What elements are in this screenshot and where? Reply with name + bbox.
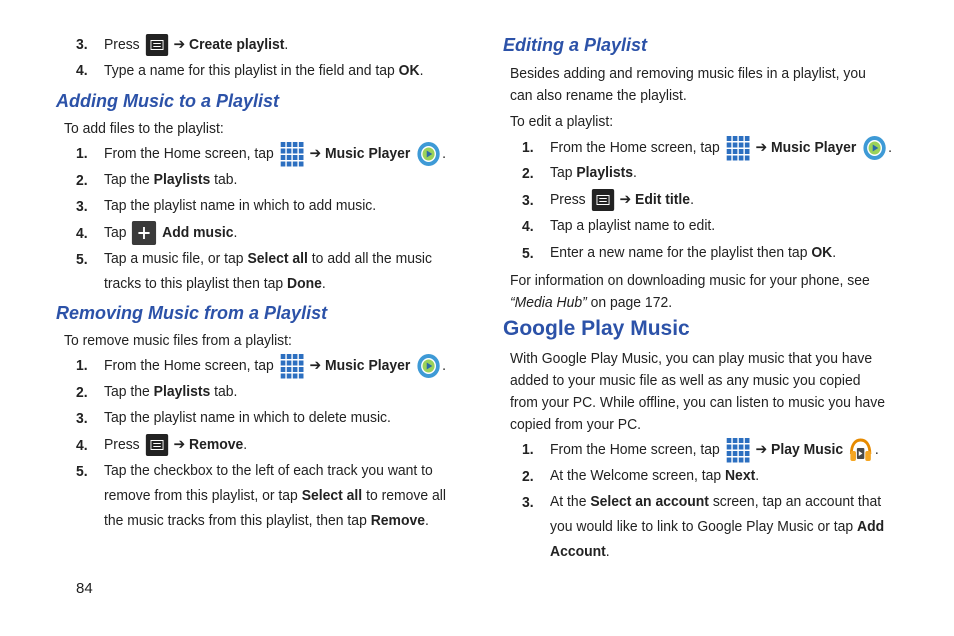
- step-text: Tap Add music.: [104, 221, 237, 245]
- step-number: 5.: [76, 463, 88, 480]
- step-text: Tap a playlist name to edit.: [550, 217, 716, 234]
- apps-grid-icon: [726, 437, 750, 463]
- section-heading-adding: Adding Music to a Playlist: [56, 91, 280, 111]
- step-text: you would like to link to Google Play Music or tap Add: [550, 518, 885, 535]
- step-text: Tap a music file, or tap Select all to add all the music: [104, 250, 432, 267]
- step-text: tracks to this playlist then tap Done.: [104, 275, 326, 292]
- step-text: Tap the checkbox to the left of each track you want to: [104, 462, 433, 479]
- step-text: From the Home screen, tap ➔ Music Player .: [104, 353, 446, 379]
- paragraph-line: With Google Play Music, you can play music that you have: [510, 350, 873, 367]
- menu-icon: [145, 434, 167, 456]
- step-text: remove from this playlist, or tap Select all to remove all: [104, 487, 446, 504]
- step-number: 4.: [522, 218, 534, 235]
- step-text: Tap the Playlists tab.: [104, 383, 238, 400]
- step-text: At the Select an account screen, tap an account that: [550, 493, 882, 510]
- paragraph-line: can also rename the playlist.: [510, 87, 687, 104]
- paragraph-line: For information on downloading music for your phone, see: [510, 272, 870, 289]
- music-player-icon: [416, 141, 440, 167]
- step-number: 2.: [522, 165, 534, 182]
- step-text: Press ➔ Edit title.: [550, 188, 694, 212]
- paragraph-line: from your PC. While offline, you can listen to music you have: [510, 394, 886, 411]
- step-text: Tap Playlists.: [550, 164, 637, 181]
- menu-icon: [145, 34, 167, 56]
- step-number: 3.: [522, 192, 534, 209]
- step-number: 1.: [522, 441, 534, 458]
- step-number: 3.: [76, 410, 88, 427]
- step-number: 5.: [522, 245, 534, 262]
- step-number: 2.: [76, 172, 88, 189]
- music-player-icon: [416, 353, 440, 379]
- step-text: From the Home screen, tap ➔ Music Player .: [104, 141, 446, 167]
- step-number: 1.: [76, 357, 88, 374]
- paragraph-line: added to your music file as well as any music you copied: [510, 372, 861, 389]
- apps-grid-icon: [280, 353, 304, 379]
- step-text: Tap the playlist name in which to add music.: [104, 197, 377, 214]
- step-number: 1.: [522, 139, 534, 156]
- step-text: Press ➔ Create playlist.: [104, 33, 288, 57]
- section-intro: To remove music files from a playlist:: [64, 332, 292, 349]
- section-heading-removing: Removing Music from a Playlist: [56, 303, 328, 323]
- step-text: At the Welcome screen, tap Next.: [550, 467, 760, 484]
- step-text: the music tracks from this playlist, then tap Remove.: [104, 512, 429, 529]
- page-number: 84: [76, 580, 93, 597]
- music-player-icon: [862, 135, 886, 161]
- paragraph-line: “Media Hub” on page 172.: [510, 294, 673, 311]
- section-intro: To edit a playlist:: [510, 113, 614, 130]
- cross-reference-link[interactable]: “Media Hub”: [510, 294, 587, 311]
- step-text: Tap the playlist name in which to delete music.: [104, 409, 391, 426]
- step-text: Account.: [550, 543, 610, 560]
- apps-grid-icon: [280, 141, 304, 167]
- step-text: Press ➔ Remove.: [104, 433, 247, 457]
- step-text: From the Home screen, tap ➔ Music Player .: [550, 135, 892, 161]
- step-text: Type a name for this playlist in the field and tap OK.: [104, 62, 424, 79]
- step-number: 4.: [76, 62, 88, 79]
- section-intro: To add files to the playlist:: [64, 120, 224, 137]
- step-number: 1.: [76, 145, 88, 162]
- paragraph-line: copied from your PC.: [510, 416, 642, 433]
- step-number: 2.: [76, 384, 88, 401]
- paragraph-line: Besides adding and removing music files in a playlist, you: [510, 65, 866, 82]
- step-text: Enter a new name for the playlist then tap OK.: [550, 244, 837, 261]
- step-text: From the Home screen, tap ➔ Play Music .: [550, 437, 879, 463]
- step-number: 3.: [76, 36, 88, 53]
- headphones-icon: [849, 437, 873, 463]
- add-icon: [132, 221, 156, 245]
- section-heading-google-play-music: Google Play Music: [503, 317, 690, 340]
- apps-grid-icon: [726, 135, 750, 161]
- step-number: 2.: [522, 468, 534, 485]
- step-number: 3.: [522, 494, 534, 511]
- menu-icon: [591, 189, 613, 211]
- step-number: 5.: [76, 251, 88, 268]
- step-text: Tap the Playlists tab.: [104, 171, 238, 188]
- step-number: 4.: [76, 225, 88, 242]
- step-number: 4.: [76, 437, 88, 454]
- step-number: 3.: [76, 198, 88, 215]
- section-heading-editing: Editing a Playlist: [503, 35, 648, 55]
